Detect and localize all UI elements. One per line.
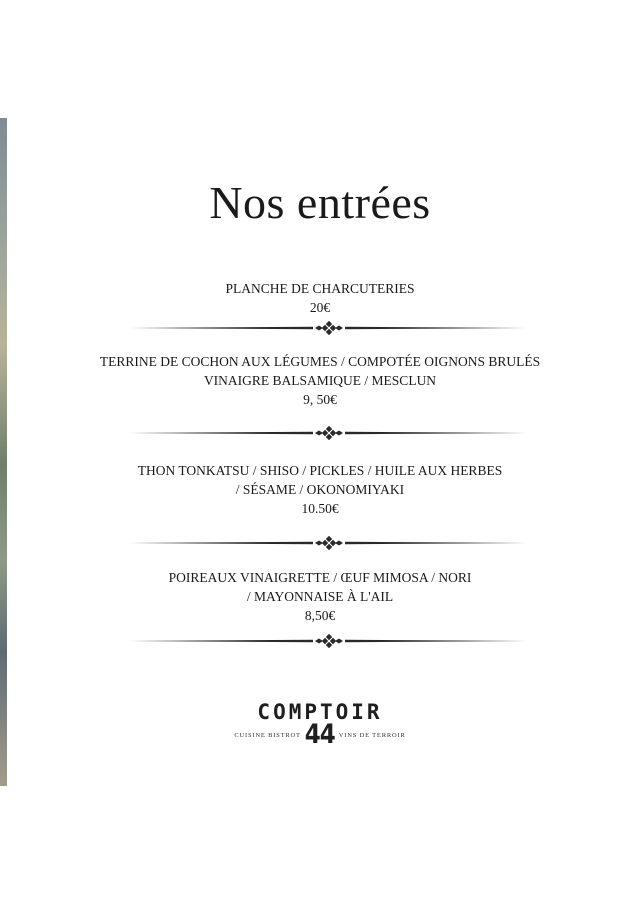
menu-item bbox=[0, 352, 640, 409]
logo-left-tagline: CUISINE BISTROT bbox=[234, 731, 301, 739]
ornament-divider-icon bbox=[130, 321, 528, 335]
menu-item-name: / SÉSAME / OKONOMIYAKI bbox=[235, 482, 405, 497]
menu-item-name: VINAIGRE BALSAMIQUE / MESCLUN bbox=[203, 373, 437, 388]
restaurant-logo bbox=[0, 700, 640, 750]
menu-item-name: POIREAUX VINAIGRETTE / ŒUF MIMOSA / NORI bbox=[168, 570, 472, 585]
menu-item-price: 10.50€ bbox=[301, 501, 339, 516]
ornament-divider-icon bbox=[130, 426, 528, 440]
menu-item-name: THON TONKATSU / SHISO / PICKLES / HUILE AUX HERBES bbox=[137, 463, 503, 478]
menu-item-name: / MAYONNAISE À L'AIL bbox=[246, 589, 394, 604]
logo-name: COMPTOIR bbox=[257, 700, 383, 724]
menu-item-price: 9, 50€ bbox=[303, 392, 337, 407]
ornament-divider-icon bbox=[130, 536, 528, 550]
menu-item-price: 20€ bbox=[309, 300, 331, 315]
ornament-divider-icon bbox=[130, 634, 528, 648]
logo-number: 44 bbox=[304, 720, 335, 750]
menu-item-price: 8,50€ bbox=[304, 608, 336, 623]
menu-item-name: PLANCHE DE CHARCUTERIES bbox=[225, 281, 415, 296]
logo-right-tagline: VINS DE TERROIR bbox=[338, 731, 406, 739]
menu-item bbox=[0, 461, 640, 518]
menu-item bbox=[0, 568, 640, 625]
menu-item bbox=[0, 279, 640, 317]
page-title: Nos entrées bbox=[209, 177, 431, 228]
menu-item-name: TERRINE DE COCHON AUX LÉGUMES / COMPOTÉE OIGNONS BRULÉS bbox=[99, 354, 541, 369]
